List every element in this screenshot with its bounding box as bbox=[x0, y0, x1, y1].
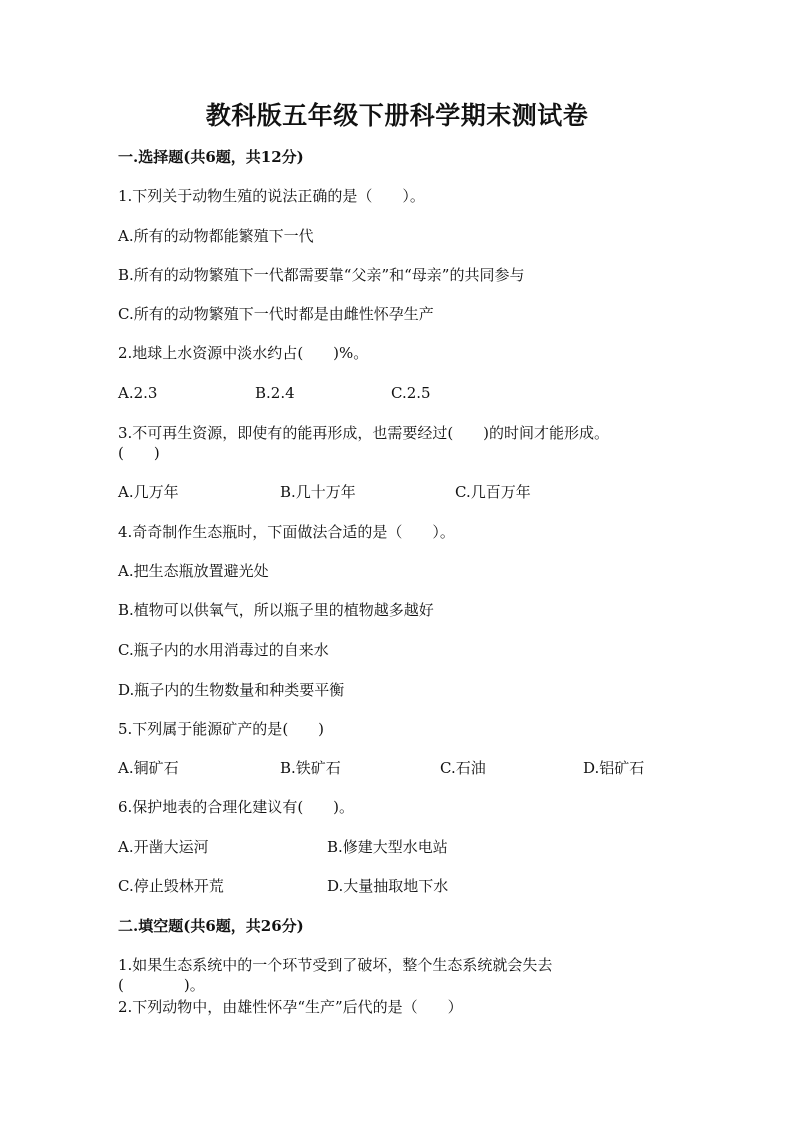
question-6-option-c: C.停止毁林开荒 bbox=[118, 877, 224, 895]
question-stem-1: 1.下列关于动物生殖的说法正确的是（ ）。 bbox=[118, 187, 425, 205]
question-6-option-b: B.修建大型水电站 bbox=[327, 838, 448, 856]
question-3-option-b: B.几十万年 bbox=[280, 483, 356, 501]
question-4-option-a: A.把生态瓶放置避光处 bbox=[118, 562, 269, 580]
question-5-option-b: B.铁矿石 bbox=[280, 759, 341, 777]
question-stem-2: 2.地球上水资源中淡水约占( )%。 bbox=[118, 344, 369, 362]
fill-question-stem-1-continued: ( )。 bbox=[118, 976, 205, 994]
question-2-option-b: B.2.4 bbox=[255, 384, 295, 402]
question-2-option-a: A.2.3 bbox=[118, 384, 158, 402]
question-3-option-c: C.几百万年 bbox=[455, 483, 531, 501]
fill-question-stem-1: 1.如果生态系统中的一个环节受到了破坏，整个生态系统就会失去 bbox=[118, 956, 553, 974]
section-heading-fill: 二.填空题(共6题，共26分) bbox=[118, 917, 304, 935]
fill-question-stem-2: 2.下列动物中，由雄性怀孕“生产”后代的是（ ） bbox=[118, 998, 463, 1016]
question-5-option-c: C.石油 bbox=[440, 759, 486, 777]
question-5-option-d: D.铝矿石 bbox=[583, 759, 645, 777]
question-stem-5: 5.下列属于能源矿产的是( ) bbox=[118, 720, 325, 738]
question-1-option-b: B.所有的动物繁殖下一代都需要靠“父亲”和“母亲”的共同参与 bbox=[118, 266, 525, 284]
question-4-option-b: B.植物可以供氧气，所以瓶子里的植物越多越好 bbox=[118, 601, 434, 619]
question-stem-4: 4.奇奇制作生态瓶时，下面做法合适的是（ ）。 bbox=[118, 523, 455, 541]
question-1-option-c: C.所有的动物繁殖下一代时都是由雌性怀孕生产 bbox=[118, 305, 434, 323]
question-stem-3-continued: ( ) bbox=[118, 444, 160, 462]
question-6-option-d: D.大量抽取地下水 bbox=[327, 877, 449, 895]
question-5-option-a: A.铜矿石 bbox=[118, 759, 179, 777]
question-2-option-c: C.2.5 bbox=[391, 384, 431, 402]
question-3-option-a: A.几万年 bbox=[118, 483, 179, 501]
question-4-option-d: D.瓶子内的生物数量和种类要平衡 bbox=[118, 681, 345, 699]
question-stem-3: 3.不可再生资源，即使有的能再形成，也需要经过( )的时间才能形成。 bbox=[118, 424, 610, 442]
question-1-option-a: A.所有的动物都能繁殖下一代 bbox=[118, 227, 314, 245]
page-title: 教科版五年级下册科学期末测试卷 bbox=[205, 101, 589, 130]
question-stem-6: 6.保护地表的合理化建议有( )。 bbox=[118, 798, 355, 816]
question-6-option-a: A.开凿大运河 bbox=[118, 838, 209, 856]
question-4-option-c: C.瓶子内的水用消毒过的自来水 bbox=[118, 641, 329, 659]
section-heading-choice: 一.选择题(共6题，共12分) bbox=[118, 148, 304, 166]
